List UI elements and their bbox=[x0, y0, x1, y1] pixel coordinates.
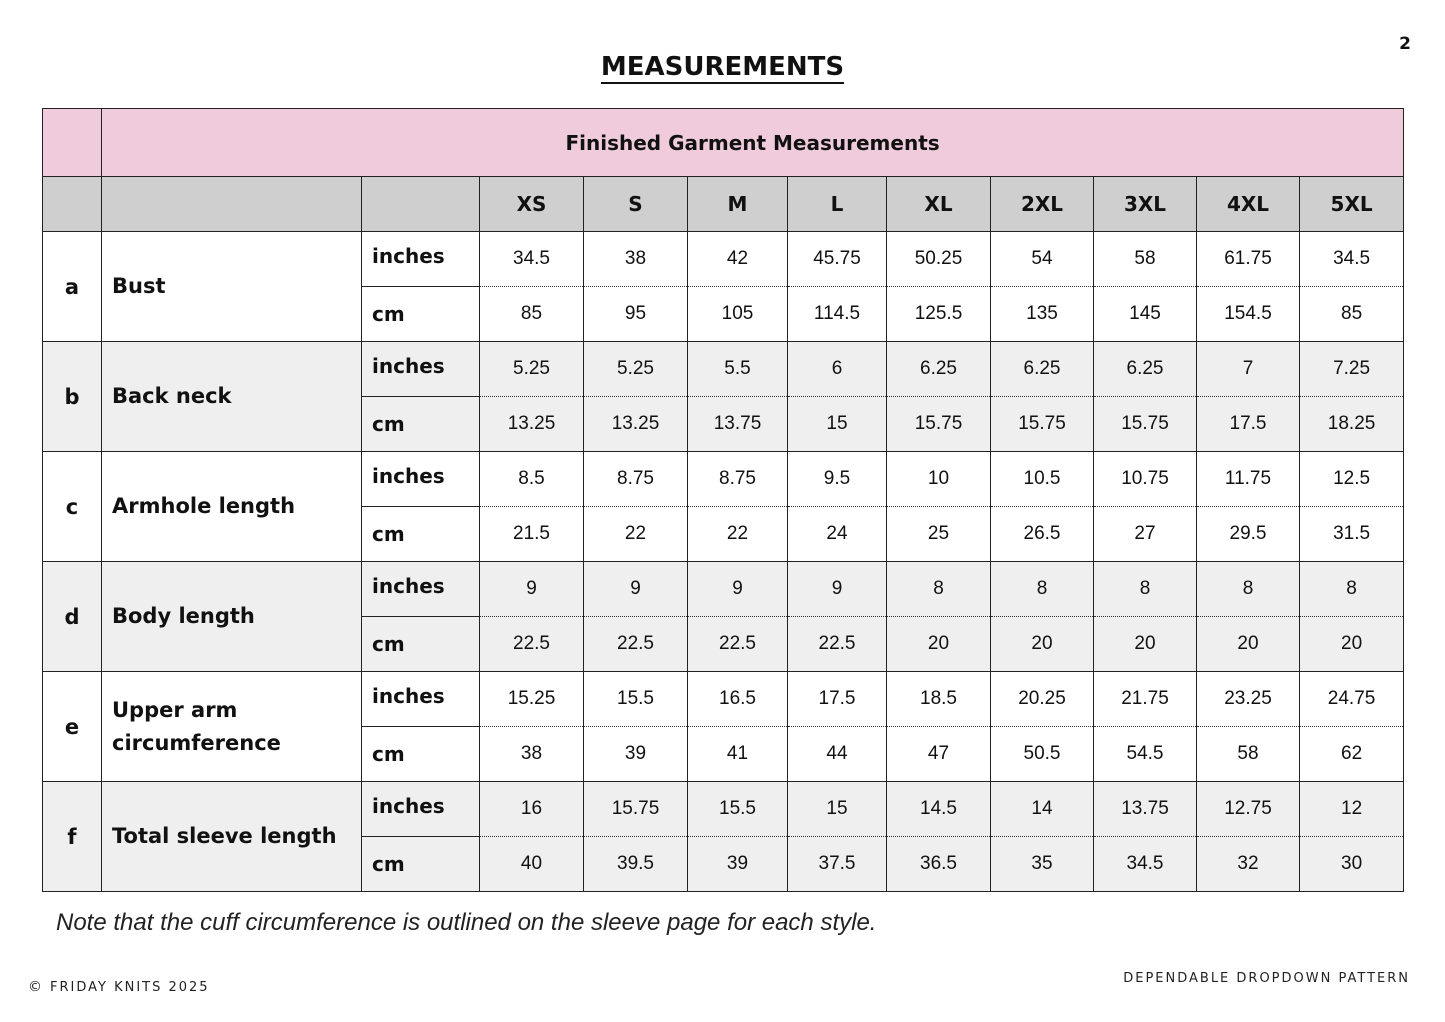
size-header: 5XL bbox=[1300, 177, 1404, 232]
measurement-value: 15 bbox=[788, 782, 887, 837]
measurement-value: 9 bbox=[788, 562, 887, 617]
size-header: 2XL bbox=[991, 177, 1094, 232]
measurement-value: 8 bbox=[887, 562, 991, 617]
measurement-value: 18.25 bbox=[1300, 397, 1404, 452]
measurement-value: 22 bbox=[584, 507, 688, 562]
footer-copyright bbox=[28, 979, 210, 995]
measurement-value: 38 bbox=[584, 232, 688, 287]
measurement-letter: c bbox=[43, 452, 102, 562]
measurement-value: 24 bbox=[788, 507, 887, 562]
measurement-value: 22.5 bbox=[788, 617, 887, 672]
measurement-value: 85 bbox=[1300, 287, 1404, 342]
measurement-value: 135 bbox=[991, 287, 1094, 342]
measurement-letter: d bbox=[43, 562, 102, 672]
measurement-value: 36.5 bbox=[887, 837, 991, 892]
page-title-text: MEASUREMENTS bbox=[600, 52, 845, 82]
measurement-value: 22.5 bbox=[688, 617, 788, 672]
unit-label: cm bbox=[362, 397, 480, 452]
table-row bbox=[43, 232, 1404, 287]
measurement-value: 62 bbox=[1300, 727, 1404, 782]
table-row bbox=[43, 672, 1404, 727]
unit-label: inches bbox=[362, 232, 480, 287]
measurement-value: 15.5 bbox=[688, 782, 788, 837]
measurement-value: 15.25 bbox=[480, 672, 584, 727]
unit-label: inches bbox=[362, 452, 480, 507]
measurement-value: 17.5 bbox=[788, 672, 887, 727]
measurement-value: 16 bbox=[480, 782, 584, 837]
size-header: XL bbox=[887, 177, 991, 232]
measurement-value: 13.25 bbox=[480, 397, 584, 452]
measurement-label: Back neck bbox=[102, 342, 362, 452]
measurement-value: 31.5 bbox=[1300, 507, 1404, 562]
measurement-value: 10.75 bbox=[1094, 452, 1197, 507]
measurement-value: 20 bbox=[1197, 617, 1300, 672]
measurement-value: 20 bbox=[887, 617, 991, 672]
measurement-value: 9 bbox=[688, 562, 788, 617]
measurement-value: 34.5 bbox=[480, 232, 584, 287]
measurement-label: Armhole length bbox=[102, 452, 362, 562]
table-row bbox=[43, 562, 1404, 617]
measurement-letter: e bbox=[43, 672, 102, 782]
unit-label: cm bbox=[362, 727, 480, 782]
measurement-value: 22.5 bbox=[584, 617, 688, 672]
measurement-value: 6.25 bbox=[991, 342, 1094, 397]
measurement-value: 15.75 bbox=[887, 397, 991, 452]
header-corner-cell bbox=[43, 109, 102, 177]
measurement-value: 6.25 bbox=[1094, 342, 1197, 397]
measurement-value: 125.5 bbox=[887, 287, 991, 342]
measurement-value: 20.25 bbox=[991, 672, 1094, 727]
measurement-value: 32 bbox=[1197, 837, 1300, 892]
measurement-value: 154.5 bbox=[1197, 287, 1300, 342]
measurement-value: 9.5 bbox=[788, 452, 887, 507]
measurement-value: 9 bbox=[480, 562, 584, 617]
size-header: M bbox=[688, 177, 788, 232]
measurement-value: 105 bbox=[688, 287, 788, 342]
measurement-value: 5.25 bbox=[584, 342, 688, 397]
measurement-label: Total sleeve length bbox=[102, 782, 362, 892]
measurement-value: 41 bbox=[688, 727, 788, 782]
measurement-value: 61.75 bbox=[1197, 232, 1300, 287]
size-header: 4XL bbox=[1197, 177, 1300, 232]
measurement-value: 39.5 bbox=[584, 837, 688, 892]
measurement-value: 15.75 bbox=[1094, 397, 1197, 452]
copyright-icon: © bbox=[28, 979, 42, 995]
measurement-value: 30 bbox=[1300, 837, 1404, 892]
measurement-label: Upper arm circumference bbox=[102, 672, 362, 782]
size-unit-cell bbox=[362, 177, 480, 232]
measurement-value: 27 bbox=[1094, 507, 1197, 562]
measurement-value: 5.25 bbox=[480, 342, 584, 397]
measurement-value: 114.5 bbox=[788, 287, 887, 342]
measurements-table bbox=[42, 108, 1404, 892]
page-title bbox=[0, 52, 1445, 82]
size-header: 3XL bbox=[1094, 177, 1197, 232]
measurement-label: Body length bbox=[102, 562, 362, 672]
measurement-value: 85 bbox=[480, 287, 584, 342]
measurement-value: 37.5 bbox=[788, 837, 887, 892]
measurement-letter: f bbox=[43, 782, 102, 892]
measurement-value: 15.5 bbox=[584, 672, 688, 727]
footer-pattern-name: DEPENDABLE DROPDOWN PATTERN bbox=[1123, 971, 1410, 986]
measurement-value: 5.5 bbox=[688, 342, 788, 397]
cuff-note: Note that the cuff circumference is outlined on the sleeve page for each style. bbox=[56, 909, 877, 936]
measurement-value: 13.75 bbox=[1094, 782, 1197, 837]
footer-left-text: FRIDAY KNITS 2025 bbox=[50, 979, 210, 995]
unit-label: cm bbox=[362, 837, 480, 892]
measurement-value: 8 bbox=[1197, 562, 1300, 617]
measurement-value: 7 bbox=[1197, 342, 1300, 397]
measurement-value: 21.5 bbox=[480, 507, 584, 562]
measurement-value: 17.5 bbox=[1197, 397, 1300, 452]
measurement-value: 10.5 bbox=[991, 452, 1094, 507]
measurement-value: 8.75 bbox=[584, 452, 688, 507]
measurement-value: 54.5 bbox=[1094, 727, 1197, 782]
measurement-value: 23.25 bbox=[1197, 672, 1300, 727]
measurement-value: 8.5 bbox=[480, 452, 584, 507]
table-row bbox=[43, 782, 1404, 837]
measurement-value: 54 bbox=[991, 232, 1094, 287]
measurement-letter: a bbox=[43, 232, 102, 342]
measurement-value: 21.75 bbox=[1094, 672, 1197, 727]
unit-label: inches bbox=[362, 342, 480, 397]
measurement-value: 145 bbox=[1094, 287, 1197, 342]
unit-label: inches bbox=[362, 672, 480, 727]
measurement-value: 45.75 bbox=[788, 232, 887, 287]
page-number: 2 bbox=[1399, 34, 1411, 54]
measurement-value: 9 bbox=[584, 562, 688, 617]
measurement-value: 13.75 bbox=[688, 397, 788, 452]
measurement-value: 42 bbox=[688, 232, 788, 287]
measurement-value: 14.5 bbox=[887, 782, 991, 837]
measurement-value: 8 bbox=[1300, 562, 1404, 617]
measurement-letter: b bbox=[43, 342, 102, 452]
measurement-value: 12.5 bbox=[1300, 452, 1404, 507]
measurement-value: 26.5 bbox=[991, 507, 1094, 562]
size-header: XS bbox=[480, 177, 584, 232]
measurement-value: 44 bbox=[788, 727, 887, 782]
unit-label: inches bbox=[362, 562, 480, 617]
measurement-value: 12.75 bbox=[1197, 782, 1300, 837]
measurement-value: 34.5 bbox=[1094, 837, 1197, 892]
unit-label: cm bbox=[362, 287, 480, 342]
size-label-cell bbox=[102, 177, 362, 232]
measurement-label: Bust bbox=[102, 232, 362, 342]
measurement-value: 15.75 bbox=[584, 782, 688, 837]
unit-label: cm bbox=[362, 617, 480, 672]
measurement-value: 20 bbox=[991, 617, 1094, 672]
measurement-value: 6.25 bbox=[887, 342, 991, 397]
measurement-value: 24.75 bbox=[1300, 672, 1404, 727]
measurement-value: 22.5 bbox=[480, 617, 584, 672]
measurement-value: 15.75 bbox=[991, 397, 1094, 452]
size-header: L bbox=[788, 177, 887, 232]
measurement-value: 50.25 bbox=[887, 232, 991, 287]
measurement-value: 25 bbox=[887, 507, 991, 562]
unit-label: inches bbox=[362, 782, 480, 837]
measurement-value: 14 bbox=[991, 782, 1094, 837]
measurement-value: 8 bbox=[1094, 562, 1197, 617]
measurement-value: 7.25 bbox=[1300, 342, 1404, 397]
measurement-value: 47 bbox=[887, 727, 991, 782]
measurement-value: 40 bbox=[480, 837, 584, 892]
measurement-value: 38 bbox=[480, 727, 584, 782]
measurement-value: 8 bbox=[991, 562, 1094, 617]
measurement-value: 8.75 bbox=[688, 452, 788, 507]
measurement-value: 6 bbox=[788, 342, 887, 397]
measurement-value: 22 bbox=[688, 507, 788, 562]
measurement-value: 12 bbox=[1300, 782, 1404, 837]
measurement-value: 18.5 bbox=[887, 672, 991, 727]
size-corner-cell bbox=[43, 177, 102, 232]
measurement-value: 58 bbox=[1197, 727, 1300, 782]
measurement-value: 13.25 bbox=[584, 397, 688, 452]
measurement-value: 11.75 bbox=[1197, 452, 1300, 507]
measurement-value: 10 bbox=[887, 452, 991, 507]
measurement-value: 34.5 bbox=[1300, 232, 1404, 287]
measurement-value: 35 bbox=[991, 837, 1094, 892]
measurement-value: 95 bbox=[584, 287, 688, 342]
measurement-value: 39 bbox=[584, 727, 688, 782]
measurement-value: 39 bbox=[688, 837, 788, 892]
table-header: Finished Garment Measurements bbox=[102, 109, 1404, 177]
size-header: S bbox=[584, 177, 688, 232]
measurement-value: 15 bbox=[788, 397, 887, 452]
table-row bbox=[43, 342, 1404, 397]
unit-label: cm bbox=[362, 507, 480, 562]
measurement-value: 16.5 bbox=[688, 672, 788, 727]
measurement-value: 58 bbox=[1094, 232, 1197, 287]
measurement-value: 50.5 bbox=[991, 727, 1094, 782]
table-row bbox=[43, 452, 1404, 507]
measurement-value: 20 bbox=[1094, 617, 1197, 672]
measurement-value: 29.5 bbox=[1197, 507, 1300, 562]
measurement-value: 20 bbox=[1300, 617, 1404, 672]
